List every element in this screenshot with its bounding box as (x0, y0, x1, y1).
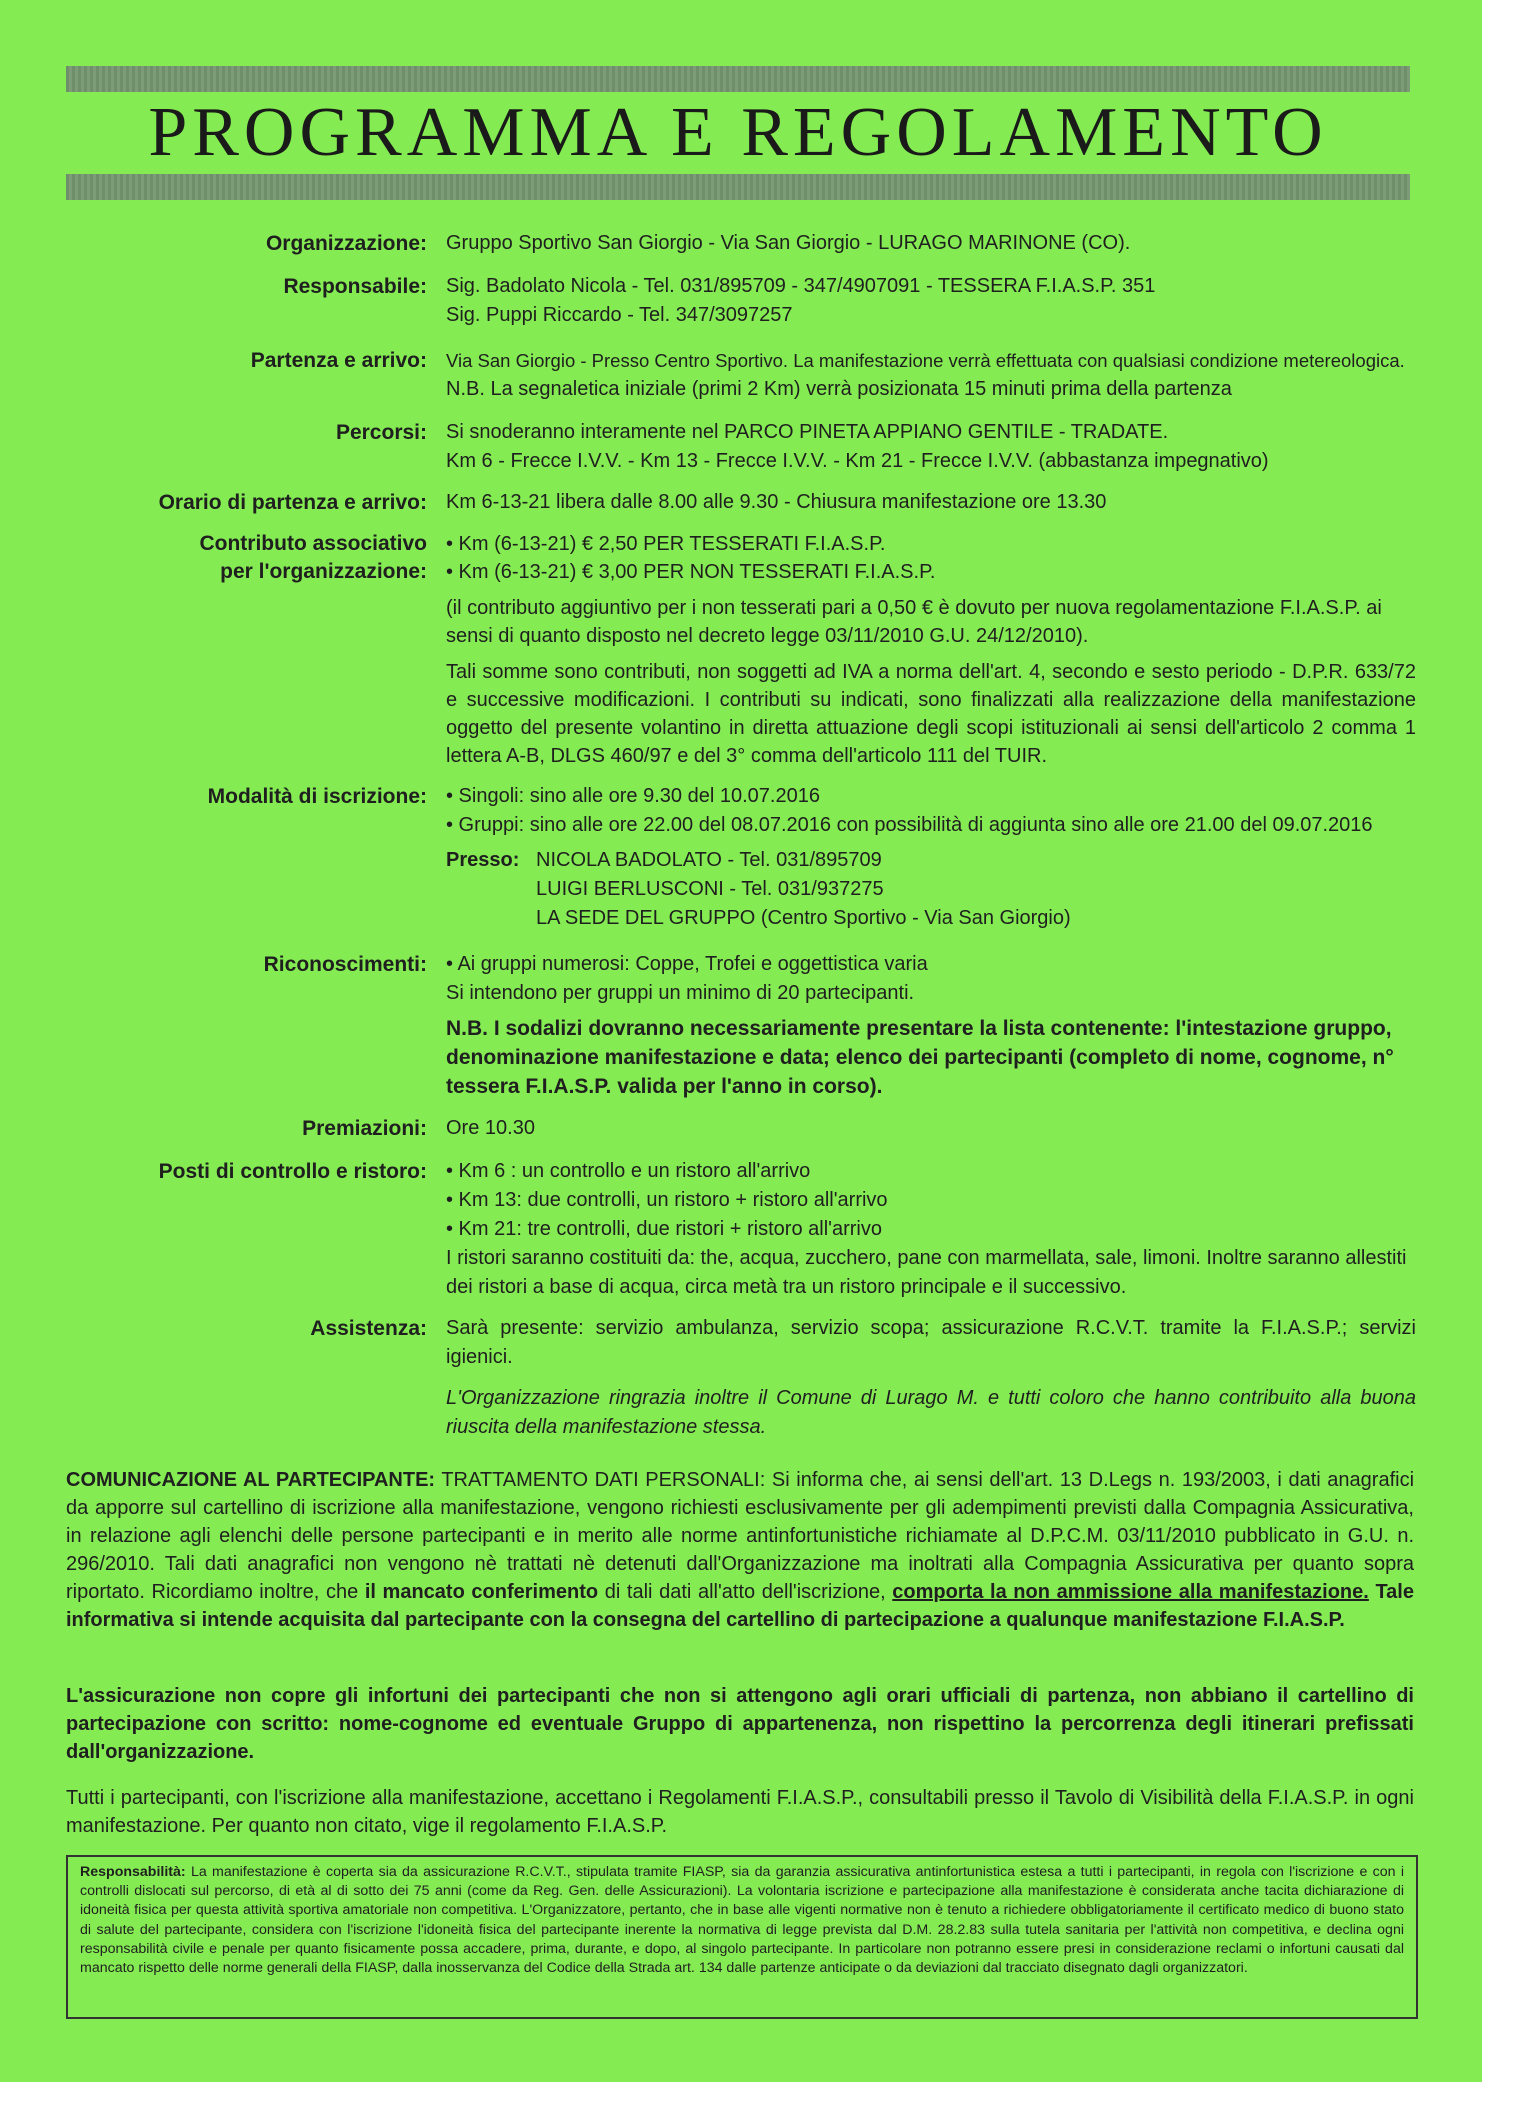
comunicazione-bold-underline: comporta la non ammissione alla manifestazione. (892, 1581, 1369, 1603)
contributo-line: • Km (6-13-21) € 2,50 PER TESSERATI F.I.A.S.P. (446, 533, 886, 555)
riconoscimenti-nb: N.B. I sodalizi dovranno necessariamente presentare la lista contenente: l'intestazione gruppo, denominazione manifestazione e data; elenco dei partecipanti (completo di nome, cognome, n° tessera F.I.A.S.P. valida per l'anno in corso). (446, 1017, 1394, 1098)
comunicazione-paragraph (66, 1466, 1414, 1634)
value-posti (446, 1157, 1416, 1302)
header-bar-bottom (66, 174, 1410, 200)
posti-line: • Km 13: due controlli, un ristoro + ristoro all'arrivo (446, 1189, 888, 1211)
comunicazione-bold: Tale informativa si intende acquisita dal partecipante con la consegna del cartellino di partecipazione a qualunque manifestazione F.I.A.S.P. (66, 1581, 1414, 1631)
value-premiazioni: Ore 10.30 (446, 1117, 535, 1139)
comunicazione-label: COMUNICAZIONE AL PARTECIPANTE: (66, 1469, 436, 1491)
header-bar-top (66, 66, 1410, 92)
label-responsabile: Responsabile: (283, 275, 427, 298)
label-riconoscimenti: Riconoscimenti: (263, 953, 427, 976)
label-partenza: Partenza e arrivo: (250, 349, 427, 372)
label-posti: Posti di controllo e ristoro: (158, 1160, 427, 1183)
value-riconoscimenti (446, 950, 1416, 1101)
posti-note: I ristori saranno costituiti da: the, acqua, zucchero, pane con marmellata, sale, limoni. Inoltre saranno allestiti dei ristori a base di acqua, circa metà tra un ristoro principale e il successivo. (446, 1247, 1407, 1298)
percorsi-line: Km 6 - Frecce I.V.V. - Km 13 - Frecce I.V.V. - Km 21 - Frecce I.V.V. (abbastanza impegnativo) (446, 450, 1269, 472)
value-iscrizione (446, 782, 1416, 933)
posti-line: • Km 6 : un controllo e un ristoro all'arrivo (446, 1160, 811, 1182)
assistenza-text: Sarà presente: servizio ambulanza, servizio scopa; assicurazione R.C.V.T. tramite la F.I.A.S.P.; servizi igienici. (446, 1317, 1416, 1368)
value-assistenza (446, 1314, 1416, 1442)
percorsi-line: Si snoderanno interamente nel PARCO PINETA APPIANO GENTILE - TRADATE. (446, 421, 1169, 443)
value-contributo (446, 530, 1416, 770)
responsabile-line: Sig. Badolato Nicola - Tel. 031/895709 - 347/4907091 - TESSERA F.I.A.S.P. 351 (446, 275, 1156, 297)
riconoscimenti-line: Si intendono per gruppi un minimo di 20 partecipanti. (446, 982, 915, 1004)
label-premiazioni: Premiazioni: (302, 1117, 427, 1140)
label-contributo-line: Contributo associativo (199, 532, 427, 555)
partenza-line: Via San Giorgio - Presso Centro Sportivo. La manifestazione verrà effettuata con qualsiasi condizione metereologica. (446, 350, 1405, 371)
comunicazione-text: TRATTAMENTO DATI PERSONALI: Si informa che, ai sensi dell'art. 13 D.Legs n. 193/2003, i dati anagrafici da apporre sul cartellino di iscrizione alla manifestazione, vengono richiesti esclusivamente per gli adempimenti previsti dalla Compagnia Assicurativa, in relazione agli elenchi delle persone partecipanti e in merito alle norme antinfortunistiche richiamate al D.P.C.M. 03/11/2010 pubblicato in G.U. n. 296/2010. Tali dati anagrafici non vengono nè trattati nè detenuti dall'Organizzazione ma inoltrati alla Compagnia Assicurativa per quanto sopra riportato. Ricordiamo inoltre, che (66, 1469, 1415, 1603)
label-organizzazione: Organizzazione: (265, 232, 427, 255)
label-percorsi: Percorsi: (335, 421, 427, 444)
comunicazione-bold: il mancato conferimento (364, 1581, 599, 1603)
responsabilita-text: La manifestazione è coperta sia da assicurazione R.C.V.T., stipulata tramite FIASP, sia da garanzia assicurativa antinfortunistica estesa a tutti i partecipanti, in regola con l'iscrizione e con i controlli dislocati sul percorso, di età al di sotto dei 75 anni (come da Reg. Gen. delle Assicurazioni). La volontaria iscrizione e partecipazione alla manifestazione è considerata anche tacita dichiarazione di idoneità fisica per questa attività sportiva amatoriale non competitiva. L'Organizzatore, pertanto, che in base alle vigenti normative non è tenuto a richiedere obbligatoriamente il certificato medico di buono stato di salute del partecipante, considera con l'iscrizione l'idoneità fisica del partecipante inerente la normativa di legge prevista dal D.M. 28.2.83 sulla tutela sanitaria per l'attività non competitiva, e declina ogni responsabilità civile e penale per quanto fisicamente possa accadere, prima, durante, e dopo, al singolo partecipante. In particolare non potranno essere presi in considerazione reclami o infortuni causati dal mancato rispetto delle norme generali della FIASP, dalla inosservanza del Codice della Strada art. 134 dalle partenze anticipate o da deviazioni dal tracciato disegnato dagli organizzatori. (80, 1864, 1404, 1977)
responsabile-line: Sig. Puppi Riccardo - Tel. 347/3097257 (446, 304, 793, 326)
assicurazione-paragraph: L'assicurazione non copre gli infortuni dei partecipanti che non si attengono agli orari ufficiali di partenza, non abbiano il cartellino di partecipazione con scritto: nome-cognome ed eventuale Gruppo di appartenenza, non rispettino la percorrenza degli itinerari prefissati dall'organizzazione. (66, 1685, 1414, 1763)
value-percorsi (446, 418, 1416, 476)
presso-block (446, 846, 1416, 933)
value-partenza (446, 346, 1416, 404)
responsabilita-box (66, 1855, 1418, 2019)
presso-label: Presso: (446, 849, 520, 871)
contributo-tax-text: Tali somme sono contributi, non soggetti ad IVA a norma dell'art. 4, secondo e sesto periodo - D.P.R. 633/72 e successive modificazioni. I contributi su indicati, sono finalizzati alla realizzazione della manifestazione oggetto del presente volantino in diretta attuazione degli scopi istituzionali ai sensi dell'articolo 2 comma 1 lettera A-B, DLGS 460/97 e del 3° comma dell'articolo 111 del TUIR. (446, 661, 1416, 767)
presso-item: LUIGI BERLUSCONI - Tel. 031/937275 (536, 878, 884, 900)
page-title: PROGRAMMA E REGOLAMENTO (148, 94, 1328, 171)
posti-line: • Km 21: tre controlli, due ristori + ristoro all'arrivo (446, 1218, 882, 1240)
value-orario: Km 6-13-21 libera dalle 8.00 alle 9.30 - Chiusura manifestazione ore 13.30 (446, 491, 1107, 513)
comunicazione-block (66, 1466, 1414, 1634)
label-contributo-line: per l'organizzazione: (220, 560, 427, 583)
label-assistenza: Assistenza: (310, 1317, 427, 1340)
partenza-line: N.B. La segnaletica iniziale (primi 2 Km) verrà posizionata 15 minuti prima della partenza (446, 378, 1232, 400)
comunicazione-text: di tali dati all'atto dell'iscrizione, (598, 1581, 893, 1603)
label-orario: Orario di partenza e arrivo: (158, 491, 427, 514)
label-iscrizione: Modalità di iscrizione: (207, 785, 427, 808)
iscrizione-line: • Singoli: sino alle ore 9.30 del 10.07.2016 (446, 785, 820, 807)
iscrizione-line: • Gruppi: sino alle ore 22.00 del 08.07.2016 con possibilità di aggiunta sino alle ore 21.00 del 09.07.2016 (446, 814, 1373, 836)
value-organizzazione: Gruppo Sportivo San Giorgio - Via San Giorgio - LURAGO MARINONE (CO). (446, 232, 1131, 254)
assistenza-thanks: L'Organizzazione ringrazia inoltre il Comune di Lurago M. e tutti coloro che hanno contribuito alla buona riuscita della manifestazione stessa. (446, 1387, 1416, 1438)
label-contributo (27, 530, 427, 586)
contributo-note: (il contributo aggiuntivo per i non tesserati pari a 0,50 € è dovuto per nuova regolamentazione F.I.A.S.P. ai sensi di quanto disposto nel decreto legge 03/11/2010 G.U. 24/12/2010). (446, 597, 1382, 647)
presso-item: NICOLA BADOLATO - Tel. 031/895709 (536, 849, 882, 871)
presso-list (536, 846, 1416, 933)
riconoscimenti-line: • Ai gruppi numerosi: Coppe, Trofei e oggettistica varia (446, 953, 928, 975)
responsabilita-label: Responsabilità: (80, 1864, 186, 1880)
contributo-line: • Km (6-13-21) € 3,00 PER NON TESSERATI F.I.A.S.P. (446, 561, 936, 583)
value-responsabile (446, 272, 1416, 330)
regolamenti-paragraph: Tutti i partecipanti, con l'iscrizione alla manifestazione, accettano i Regolamenti F.I.A.S.P., consultabili presso il Tavolo di Visibilità della F.I.A.S.P. in ogni manifestazione. Per quanto non citato, vige il regolamento F.I.A.S.P. (66, 1787, 1414, 1837)
presso-item: LA SEDE DEL GRUPPO (Centro Sportivo - Via San Giorgio) (536, 907, 1071, 929)
